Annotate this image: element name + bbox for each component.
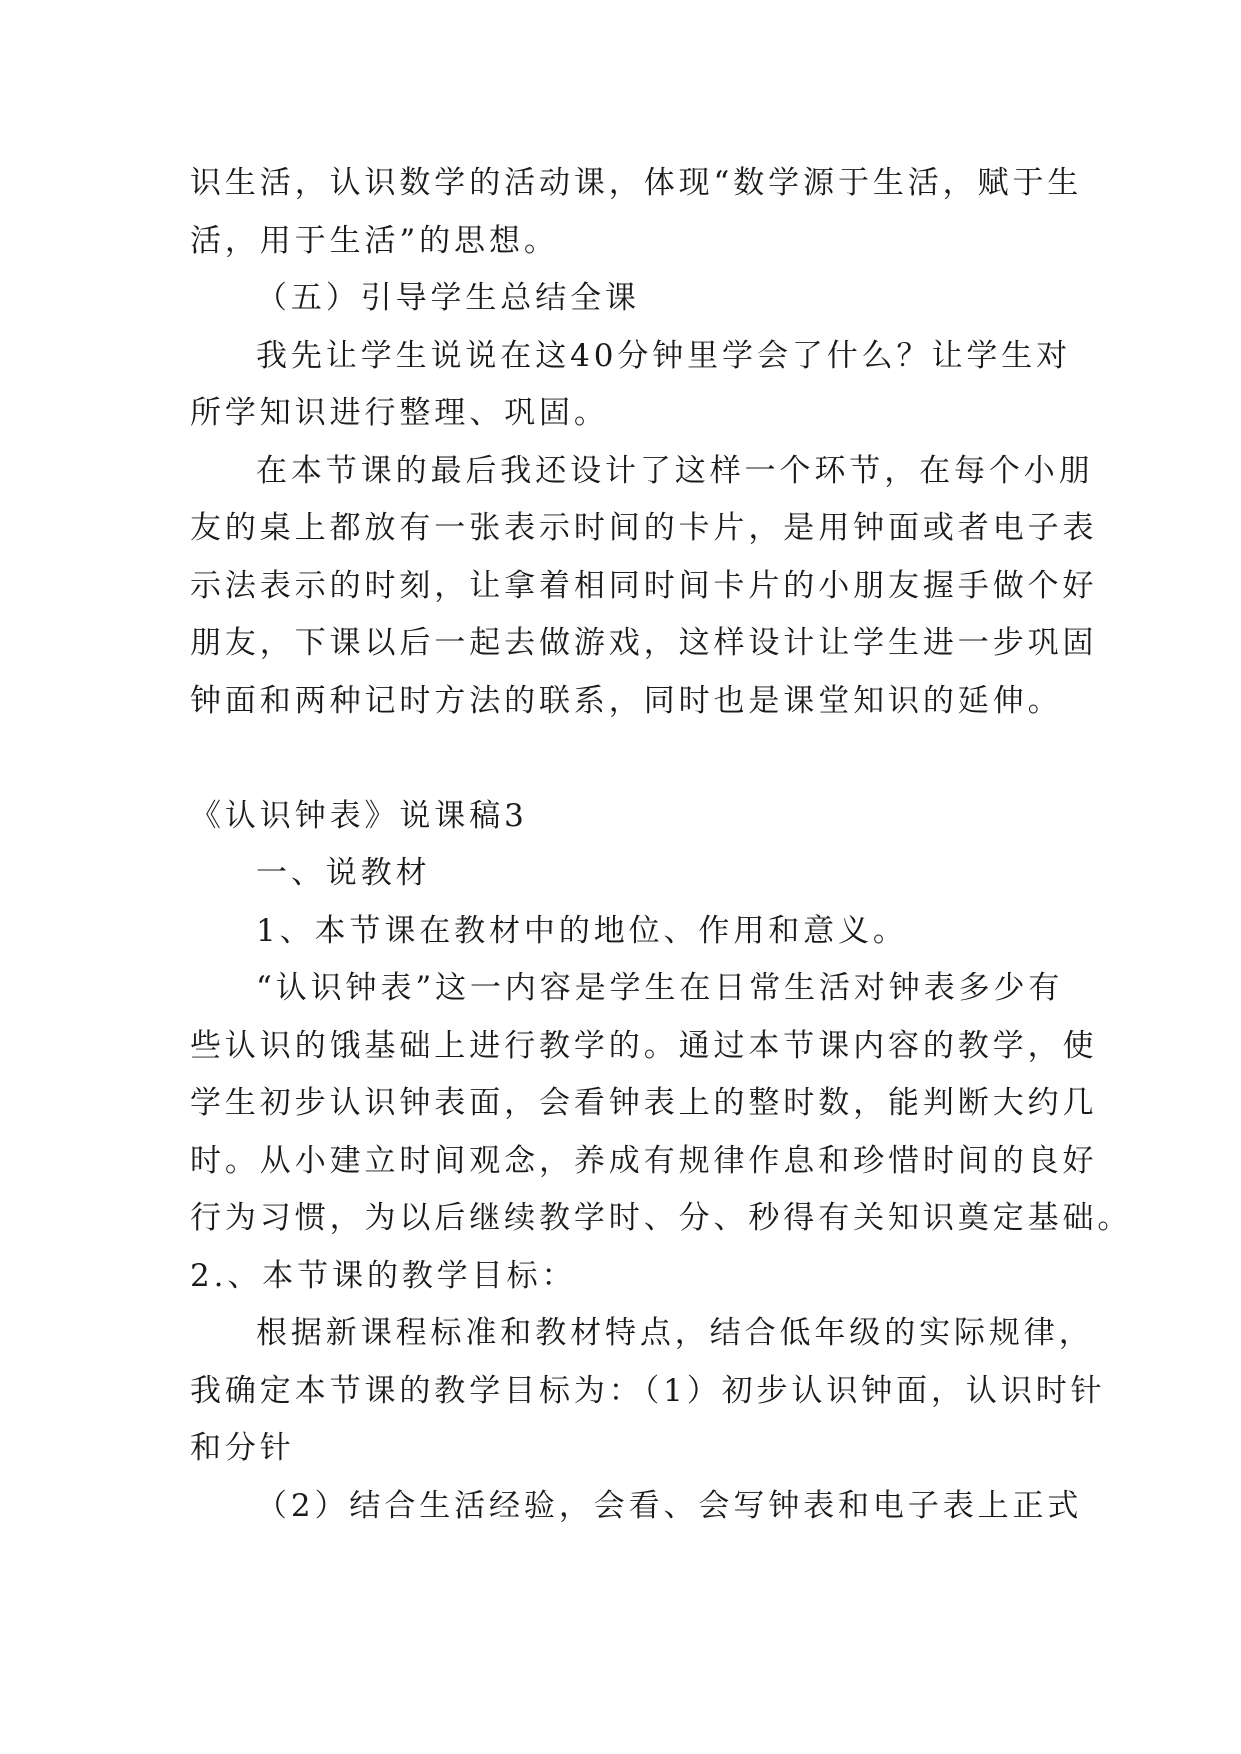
paragraph-line: “认识钟表”这一内容是学生在日常生活对钟表多少有 [256,970,1064,1006]
paragraph-line: 朋友，下课以后一起去做游戏，这样设计让学生进一步巩固 [190,625,1098,661]
document-title: 《认识钟表》说课稿3 [190,797,528,834]
subsection-heading: 1、本节课在教材中的地位、作用和意义。 [256,912,908,949]
paragraph-line: 识生活，认识数学的活动课，体现“数学源于生活，赋于生 [190,165,1083,201]
paragraph-line: 和分针 [190,1430,295,1466]
paragraph-line: 友的桌上都放有一张表示时间的卡片，是用钟面或者电子表 [190,510,1098,546]
paragraph-line: 根据新课程标准和教材特点，结合低年级的实际规律， [256,1315,1094,1351]
paragraph-line: 钟面和两种记时方法的联系，同时也是课堂知识的延伸。 [190,682,1063,719]
section-heading: （五）引导学生总结全课 [256,280,640,316]
paragraph-line: 在本节课的最后我还设计了这样一个环节，在每个小朋 [256,452,1094,489]
paragraph-line: 所学知识进行整理、巩固。 [190,395,609,431]
paragraph-line: 时。从小建立时间观念，养成有规律作息和珍惜时间的良好 [190,1142,1098,1179]
section-heading: 一、说教材 [256,855,431,891]
paragraph-line: 行为习惯，为以后继续教学时、分、秒得有关知识奠定基础。 [190,1200,1133,1236]
paragraph-line: 我确定本节课的教学目标为：（1）初步认识钟面，认识时针 [190,1372,1106,1409]
paragraph-line: 示法表示的时刻，让拿着相同时间卡片的小朋友握手做个好 [190,567,1098,604]
spacer [190,730,1052,788]
paragraph-line: 我先让学生说说在这40分钟里学会了什么？让学生对 [256,337,1072,374]
paragraph-line: 活，用于生活”的思想。 [190,222,559,259]
subsection-heading: 2.、本节课的教学目标： [190,1257,577,1294]
paragraph-line: （2）结合生活经验，会看、会写钟表和电子表上正式 [256,1487,1083,1524]
document-body [190,155,1133,1535]
paragraph-line: 学生初步认识钟表面，会看钟表上的整时数，能判断大约几 [190,1085,1098,1121]
paragraph-line: 些认识的饿基础上进行教学的。通过本节课内容的教学，使 [190,1027,1098,1064]
